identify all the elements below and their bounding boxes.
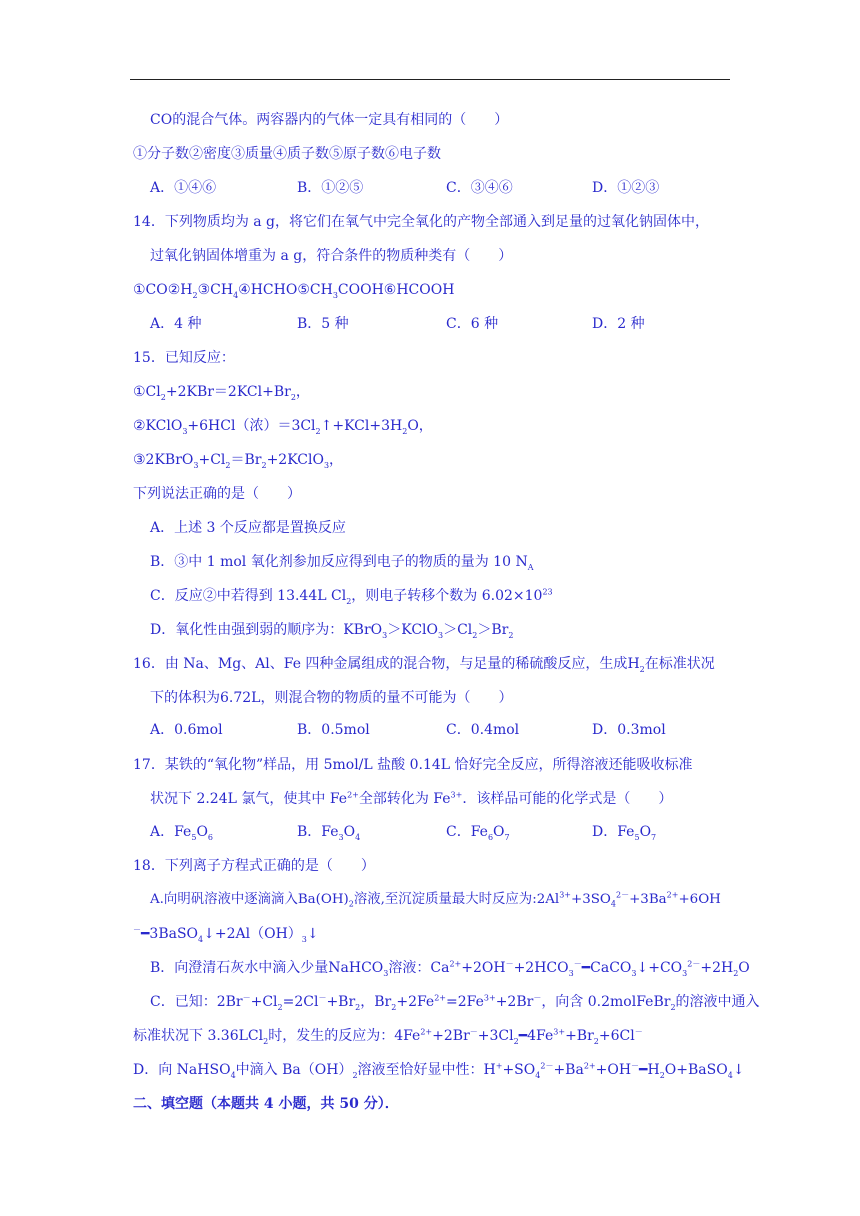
q17-option-c: C．$Fe_6O_7$ <box>446 824 510 842</box>
q15-stem: 15．已知反应： <box>133 350 235 366</box>
q18-option-d: D．向 NaHSO$_4$中滴入 $Ba(OH)_2$溶液至恰好显中性：$H^++SO_4^{2-}+Ba^{2+}+OH^-━H_2O+BaSO_4↓$ <box>133 1061 745 1080</box>
q16-stem-2: 下的体积为6.72L，则混合物的物质的量不可能为（ ） <box>150 690 513 706</box>
q16-option-a: A．0.6mol <box>150 722 223 738</box>
q14-stem-1: 14．下列物质均为 a g，将它们在氧气中完全氧化的产物全部通入到足量的过氧化钠固体中， <box>133 214 710 230</box>
q14-stem-2: 过氧化钠固体增重为 a g，符合条件的物质种类有（ ） <box>150 248 513 264</box>
q14-option-b: B．5 种 <box>297 316 349 332</box>
q18-option-a-1: A.向明矾溶液中逐滴滴入$Ba(OH)_2$溶液,至沉淀质量最大时反应为$:2Al^{3+}+3SO_4^{2-}+3Ba^{2+}+6OH$ <box>150 890 721 909</box>
q18-option-a-2: $^-━3BaSO_4↓+2Al(OH)_3↓$ <box>133 925 319 944</box>
header-rule <box>130 79 730 80</box>
q14-option-c: C．6 种 <box>446 316 499 332</box>
section-2-heading: 二、填空题（本题共 4 小题，共 50 分）． <box>133 1096 399 1112</box>
q15-reaction-2: ②KClO$_3$+6HCl（浓）$=3Cl_2↑+KCl+3H_2O$， <box>133 418 433 436</box>
q18-stem: 18．下列离子方程式正确的是（ ） <box>133 858 375 874</box>
q15-option-d: D．氧化性由强到弱的顺序为：$KBrO_3>KClO_3>Cl_2>Br_2$ <box>150 622 514 640</box>
q13-option-b: B．①②⑤ <box>297 180 364 196</box>
q17-option-b: B．$Fe_3O_4$ <box>297 824 361 842</box>
q17-stem-2: 状况下 2.24L 氯气，使其中 $Fe^{2+}$全部转化为 $Fe^{3+}$．该样品可能的化学式是（ ） <box>150 790 673 807</box>
q18-option-c-1: C．已知：$2Br^-+Cl_2=2Cl^-+Br_2$，$Br_2+2Fe^{2+}=2Fe^{3+}+2Br^-$，向含 0.2molFeBr$_2$的溶液中通入 <box>150 993 760 1012</box>
q13-option-d: D．①②③ <box>592 180 660 196</box>
q15-option-c: C．反应②中若得到 13.44L $Cl_2$，则电子转移个数为 $6.02\times 10^{23}$ <box>150 587 553 606</box>
q15-question: 下列说法正确的是（ ） <box>133 486 301 502</box>
q14-option-d: D．2 种 <box>592 316 645 332</box>
q16-option-b: B．0.5mol <box>297 722 370 738</box>
q16-option-d: D．0.3mol <box>592 722 666 738</box>
q16-option-c: C．0.4mol <box>446 722 520 738</box>
q13-items: ①分子数②密度③质量④质子数⑤原子数⑥电子数 <box>133 146 441 162</box>
q18-option-b: B．向澄清石灰水中滴入少量NaHCO$_3$溶液：$Ca^{2+}+2OH^-+2HCO_3^-━CaCO_3↓+CO_3^{2-}+2H_2O$ <box>150 959 750 978</box>
q17-option-a: A．$Fe_5O_6$ <box>150 824 214 842</box>
q13-option-c: C．③④⑥ <box>446 180 513 196</box>
q15-option-b: B．③中 1 mol 氧化剂参加反应得到电子的物质的量为 10 $N_A$ <box>150 554 534 572</box>
q14-option-a: A．4 种 <box>150 316 202 332</box>
q13-option-a: A．①④⑥ <box>150 180 217 196</box>
q15-option-a: A．上述 3 个反应都是置换反应 <box>150 520 346 536</box>
q17-option-d: D．$Fe_5O_7$ <box>592 824 657 842</box>
q16-stem-1: 16．由 Na、Mg、Al、Fe 四种金属组成的混合物，与足量的稀硫酸反应，生成$H_2$在标准状况 <box>133 656 715 674</box>
q14-substances: $①CO②H_2③CH_4④HCHO⑤CH_3COOH⑥HCOOH$ <box>133 282 455 300</box>
q17-stem-1: 17．某铁的“氧化物”样品，用 5mol/L 盐酸 0.14L 恰好完全反应，所得溶液还能吸收标准 <box>133 757 693 773</box>
q15-reaction-3: $③2KBrO_3+Cl_2=Br_2+2KClO_3$， <box>133 452 344 470</box>
q18-option-c-2: 标准状况下 3.36LCl$_2$时，发生的反应为：$4Fe^{2+}+2Br^-+3Cl_2━4Fe^{3+}+Br_2+6Cl^-$ <box>133 1027 643 1046</box>
q15-reaction-1: $①Cl_2+2KBr=2KCl+Br_2$， <box>133 384 310 402</box>
q13-stem: CO的混合气体。两容器内的气体一定具有相同的（ ） <box>150 112 509 128</box>
